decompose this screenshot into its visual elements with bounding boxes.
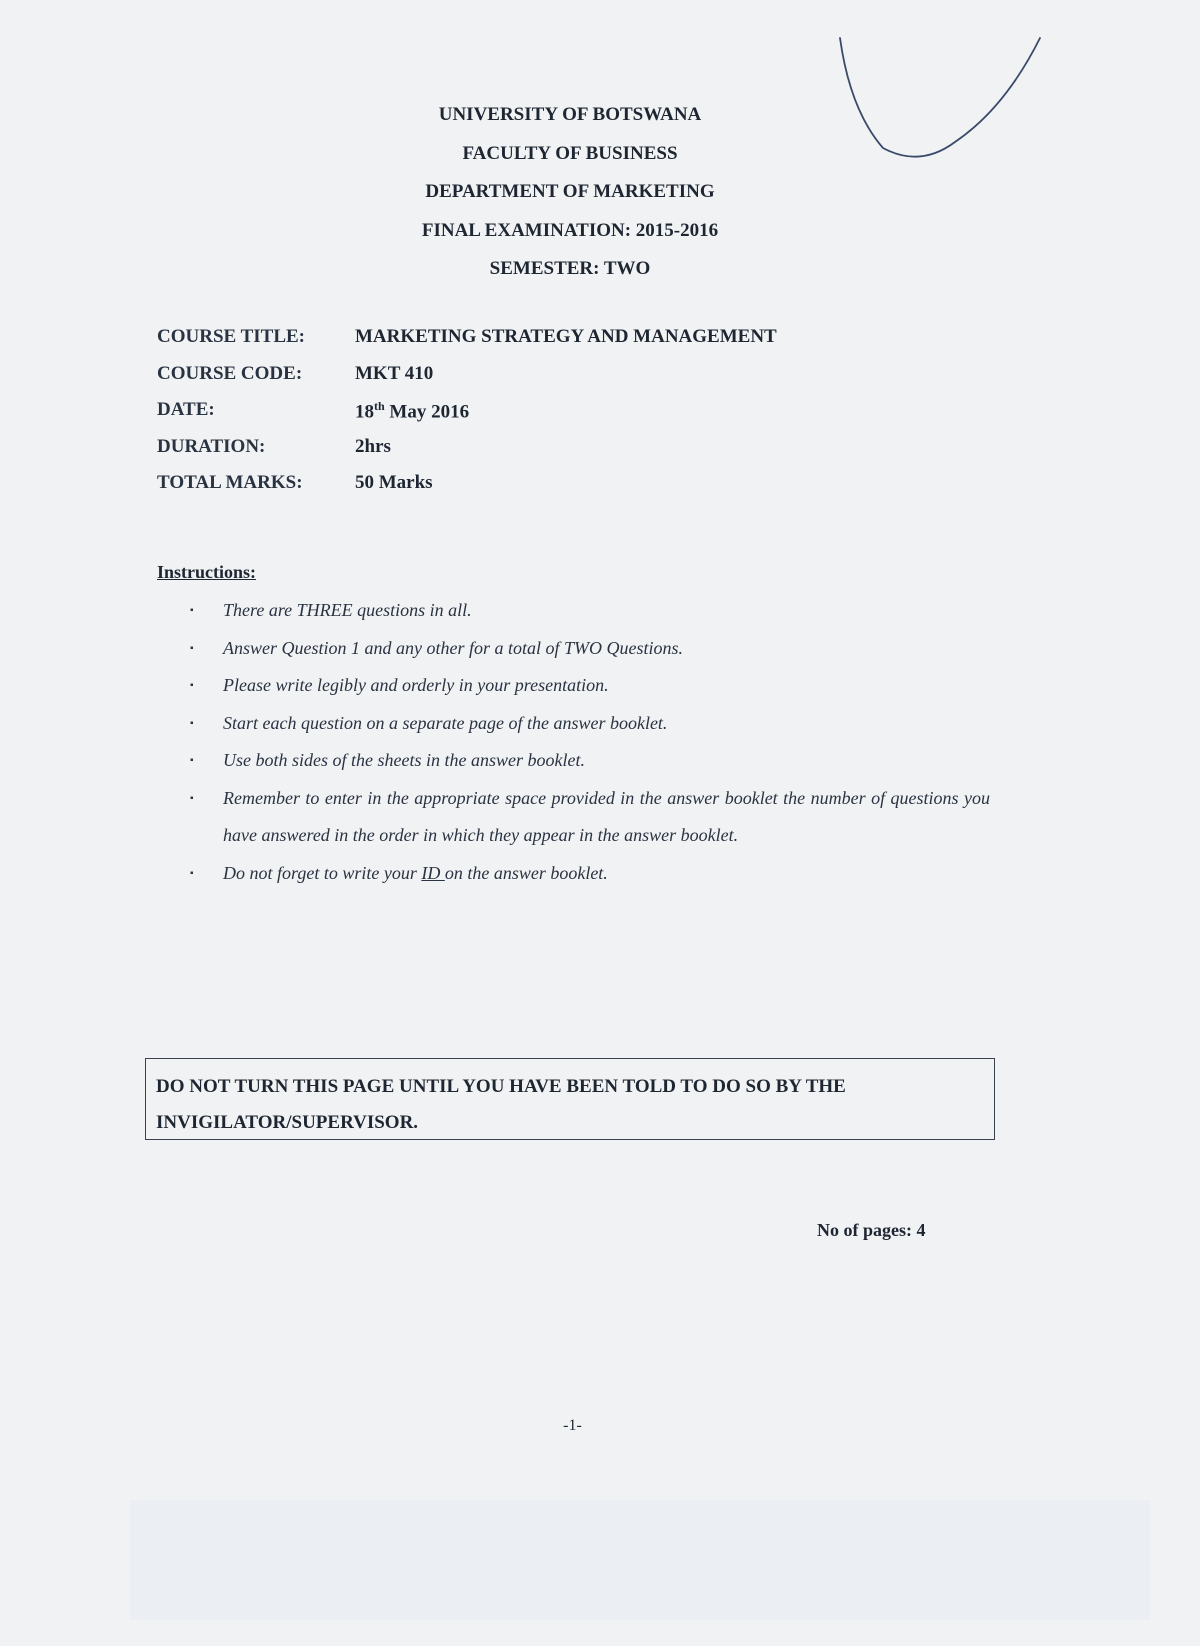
instructions-list bbox=[190, 592, 990, 892]
date-month-year: May 2016 bbox=[384, 401, 470, 423]
exam-header bbox=[300, 96, 840, 289]
semester: SEMESTER: TWO bbox=[489, 258, 651, 279]
instruction-item bbox=[190, 855, 990, 893]
instruction-item bbox=[190, 630, 990, 668]
instruction-item bbox=[190, 780, 990, 855]
page-count: No of pages: 4 bbox=[817, 1220, 926, 1240]
duration-value: 2hrs bbox=[355, 435, 391, 457]
instructions-title: Instructions: bbox=[157, 562, 257, 582]
bullet-icon: ▪ bbox=[190, 792, 194, 804]
instruction-item bbox=[190, 592, 990, 630]
scan-shading bbox=[130, 1500, 1150, 1620]
instruction-item bbox=[190, 667, 990, 705]
faculty-name: FACULTY OF BUSINESS bbox=[462, 142, 678, 164]
course-title-value: MARKETING STRATEGY AND MANAGEMENT bbox=[355, 326, 777, 347]
course-title-label: COURSE TITLE: bbox=[157, 326, 306, 347]
date-label: DATE: bbox=[157, 399, 215, 420]
exam-title: FINAL EXAMINATION: 2015-2016 bbox=[421, 219, 719, 241]
instruction-text: Please write legibly and orderly in your presentation. bbox=[223, 675, 609, 695]
instruction-item bbox=[190, 705, 990, 743]
instruction-text: Remember to enter in the appropriate space provided in the answer booklet the number of questions you have answered in the order in which they appear in the answer booklet. bbox=[223, 787, 990, 845]
bullet-icon: ▪ bbox=[190, 755, 194, 766]
bullet-icon: ▪ bbox=[190, 680, 194, 691]
instruction-text: Start each question on a separate page of the answer booklet. bbox=[223, 712, 668, 733]
bullet-icon: ▪ bbox=[190, 642, 194, 654]
instruction-text-after: on the answer booklet. bbox=[444, 862, 608, 883]
course-code-label: COURSE CODE: bbox=[157, 362, 303, 384]
course-code-value: MKT 410 bbox=[355, 362, 434, 384]
bullet-icon: ▪ bbox=[190, 867, 194, 879]
duration-label: DURATION: bbox=[157, 435, 266, 457]
total-marks-label: TOTAL MARKS: bbox=[157, 472, 303, 493]
instruction-item bbox=[190, 742, 990, 780]
instruction-text: Answer Question 1 and any other for a total of TWO Questions. bbox=[223, 637, 683, 658]
department-name: DEPARTMENT OF MARKETING bbox=[425, 181, 715, 202]
checkmark-icon bbox=[835, 30, 1085, 180]
date-ordinal-suffix: th bbox=[374, 399, 385, 413]
instruction-id-emphasis: ID bbox=[421, 862, 445, 883]
bullet-icon: ▪ bbox=[190, 717, 194, 729]
instruction-text: Use both sides of the sheets in the answer booklet. bbox=[223, 750, 585, 770]
instruction-text-before: Do not forget to write your bbox=[223, 862, 422, 883]
date-day: 18 bbox=[355, 401, 374, 423]
university-name: UNIVERSITY OF BOTSWANA bbox=[438, 104, 702, 125]
bullet-icon: ▪ bbox=[190, 605, 194, 616]
instruction-text: There are THREE questions in all. bbox=[223, 600, 472, 620]
page-number: -1- bbox=[563, 1417, 582, 1434]
warning-box: DO NOT TURN THIS PAGE UNTIL YOU HAVE BEEN TOLD TO DO SO BY THE INVIGILATOR/SUPERVISOR. bbox=[145, 1058, 995, 1140]
total-marks-value: 50 Marks bbox=[355, 472, 433, 493]
date-value bbox=[355, 399, 469, 423]
